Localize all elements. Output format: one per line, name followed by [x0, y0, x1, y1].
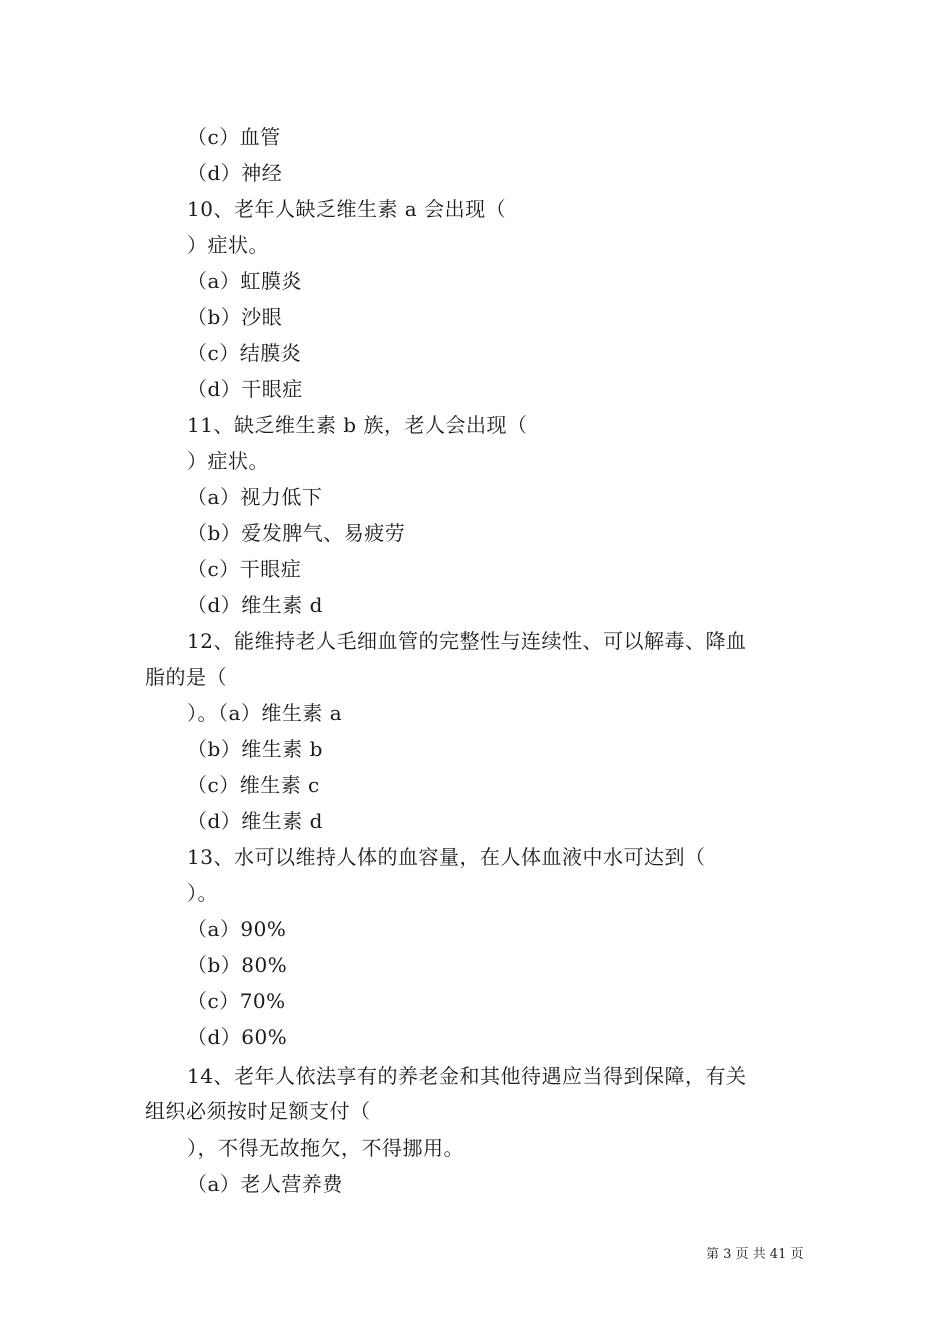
- question-14-cont: 组织必须按时足额支付（: [145, 1099, 371, 1123]
- option-a: （a）虹膜炎: [187, 269, 302, 293]
- option-c: （c）血管: [187, 125, 281, 149]
- option-d: （d）60%: [187, 1025, 288, 1049]
- option-b: （b）维生素 b: [187, 737, 323, 761]
- option-d: （d）神经: [187, 161, 283, 185]
- option-c: （c）干眼症: [187, 557, 302, 581]
- option-d: （d）维生素 d: [187, 593, 323, 617]
- question-12-option-a: ）。（a）维生素 a: [187, 701, 343, 725]
- option-c: （c）70%: [187, 989, 286, 1013]
- question-14-cont: ），不得无故拖欠，不得挪用。: [187, 1136, 464, 1160]
- question-13-cont: ）。: [187, 881, 218, 905]
- option-c: （c）结膜炎: [187, 341, 302, 365]
- option-b: （b）爱发脾气、易疲劳: [187, 521, 406, 545]
- option-a: （a）视力低下: [187, 485, 323, 509]
- question-11: 11、缺乏维生素 b 族，老人会出现（: [187, 413, 528, 437]
- question-12: 12、能维持老人毛细血管的完整性与连续性、可以解毒、降血: [187, 629, 747, 653]
- question-10: 10、老年人缺乏维生素 a 会出现（: [187, 197, 507, 221]
- question-13: 13、水可以维持人体的血容量，在人体血液中水可达到（: [187, 845, 706, 869]
- question-12-cont: 脂的是（: [145, 665, 227, 689]
- question-10-cont: ）症状。: [187, 233, 269, 257]
- question-14: 14、老年人依法享有的养老金和其他待遇应当得到保障，有关: [187, 1064, 747, 1088]
- option-c: （c）维生素 c: [187, 773, 320, 797]
- question-11-cont: ）症状。: [187, 449, 269, 473]
- page-footer: 第 3 页 共 41 页: [706, 1247, 804, 1262]
- option-d: （d）维生素 d: [187, 809, 323, 833]
- option-d: （d）干眼症: [187, 377, 303, 401]
- option-a: （a）老人营养费: [187, 1172, 343, 1196]
- option-b: （b）80%: [187, 953, 288, 977]
- option-a: （a）90%: [187, 917, 287, 941]
- option-b: （b）沙眼: [187, 305, 283, 329]
